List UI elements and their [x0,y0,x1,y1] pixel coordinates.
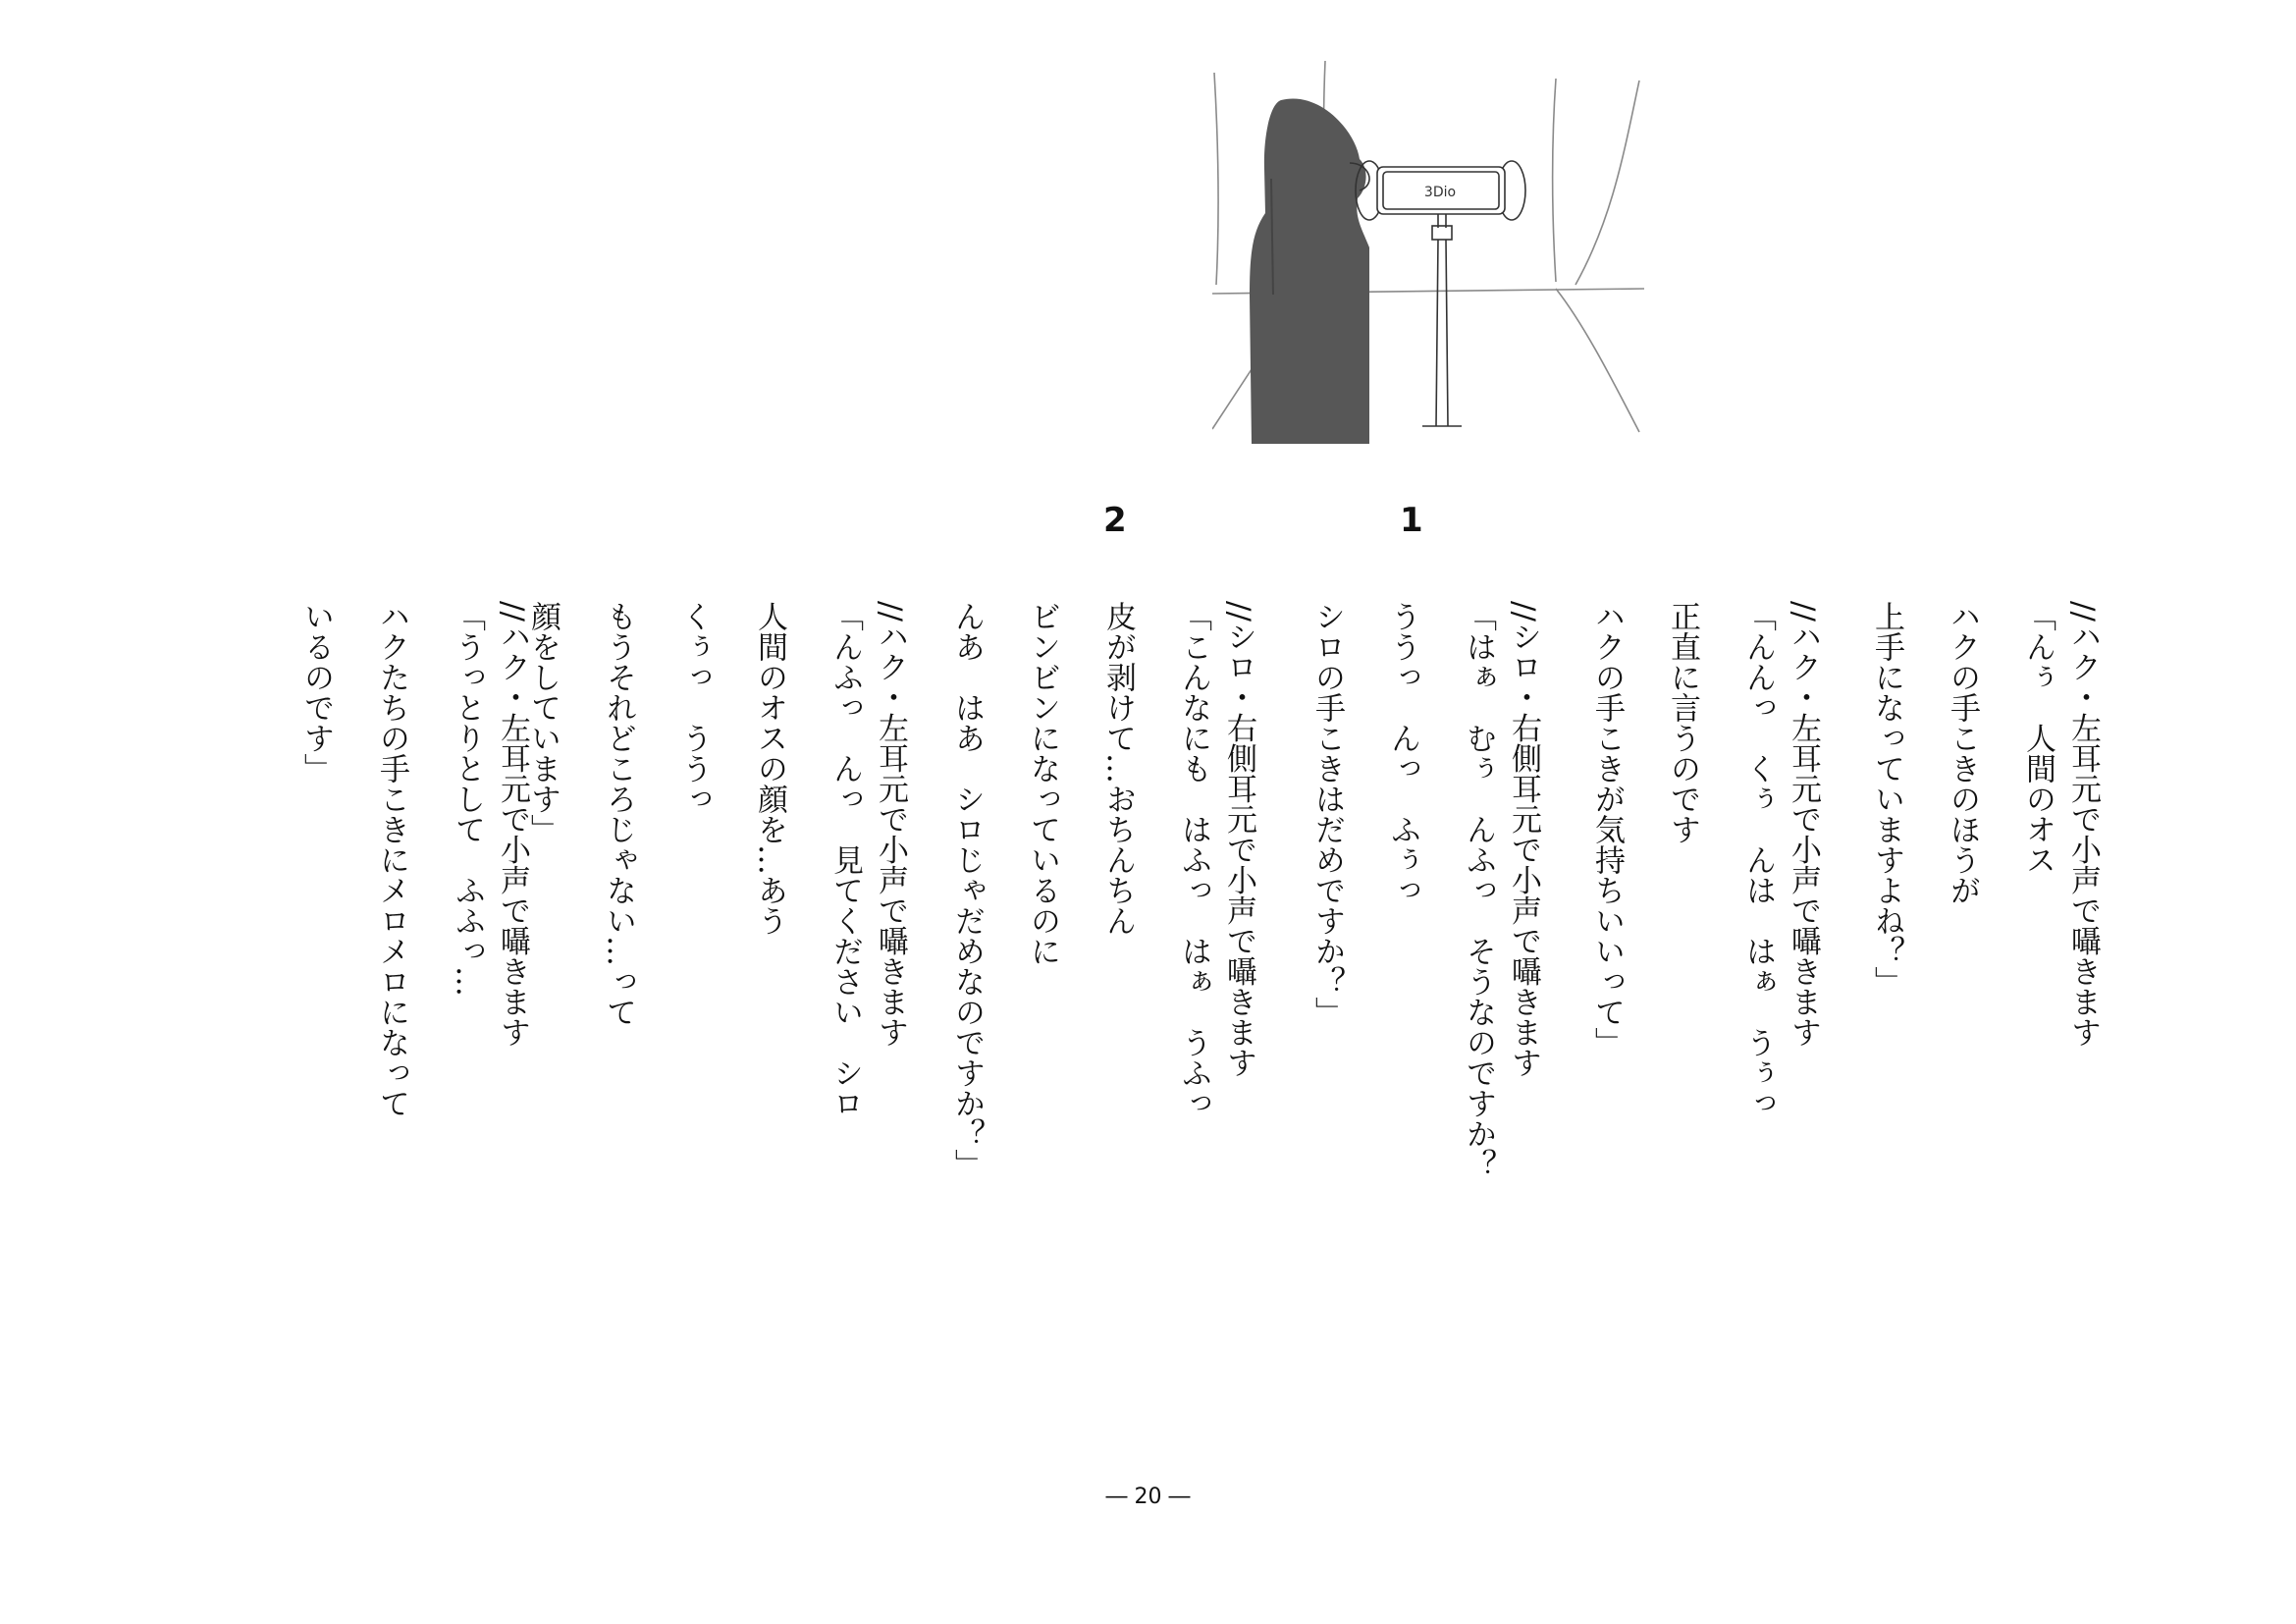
dialogue-line: ううっ んっ ふぅっ [1385,601,1420,905]
page-number: ― 20 ― [1105,1485,1191,1509]
dialogue-block [949,601,1261,1406]
dialogue-line: いるのです」 [298,601,334,784]
dialogue-line: 人間のオスの顔を…あう [752,601,787,936]
dialogue-block [298,601,535,1406]
dialogue-line: んあ はあ シロじゃだめなのですか？」 [949,601,985,1179]
dialogue-line: もうそれどころじゃない…って [601,601,636,1027]
dialogue-line: 「こんなにも はふっ はぁ うふっ [1176,601,1211,1118]
stage-direction: //ハク・左耳元で小声で囁きます [495,601,530,1048]
dialogue-block [525,601,913,1406]
stage-direction: //シロ・右側耳元で小声で囁きます [1506,601,1541,1078]
stage-direction: //シロ・右側耳元で小声で囁きます [1221,601,1256,1078]
dialogue-line: 皮が剥けて…おちんちん [1100,601,1136,936]
dialogue-block [1589,601,1826,1406]
section-marker-1: 1 [1400,501,1423,540]
dialogue-block [1869,601,2106,1406]
dialogue-line: くぅっ ううっ [676,601,712,814]
mic-label: 3Dio [1423,185,1457,200]
dialogue-line: 「んんっ くぅ んは はぁ うぅっ [1740,601,1776,1118]
dialogue-line: 「んふっ んっ 見てください シロ [828,601,863,1118]
dialogue-line: 正直に言うのです [1665,601,1700,844]
binaural-microphone-scene-icon [1212,61,1644,456]
stage-direction: //ハク・左耳元で小声で囁きます [873,601,908,1048]
dialogue-line: 顔をしています」 [525,601,561,844]
dialogue-line: ハクたちの手こきにメロメロになって [374,601,409,1118]
stage-direction: //ハク・左耳元で小声で囁きます [1786,601,1821,1048]
dialogue-line: 「んぅ 人間のオス [2020,601,2056,875]
dialogue-line: 上手になっていますよね？」 [1869,601,1904,997]
stage-direction: //ハク・左耳元で小声で囁きます [2065,601,2101,1048]
dialogue-line: 「はぁ むぅ んふっ そうなのですか？ [1461,601,1496,1179]
dialogue-line: ハクの手こきが気持ちいいって」 [1589,601,1625,1057]
dialogue-line: 「うっとりとして ふふっ… [450,601,485,997]
dialogue-line: ビンビンになっているのに [1025,601,1060,966]
section-marker-2: 2 [1103,501,1127,540]
dialogue-block [1309,601,1546,1406]
dialogue-line: ハクの手こきのほうが [1945,601,1980,905]
dialogue-line: シロの手こきはだめですか？」 [1309,601,1345,1027]
